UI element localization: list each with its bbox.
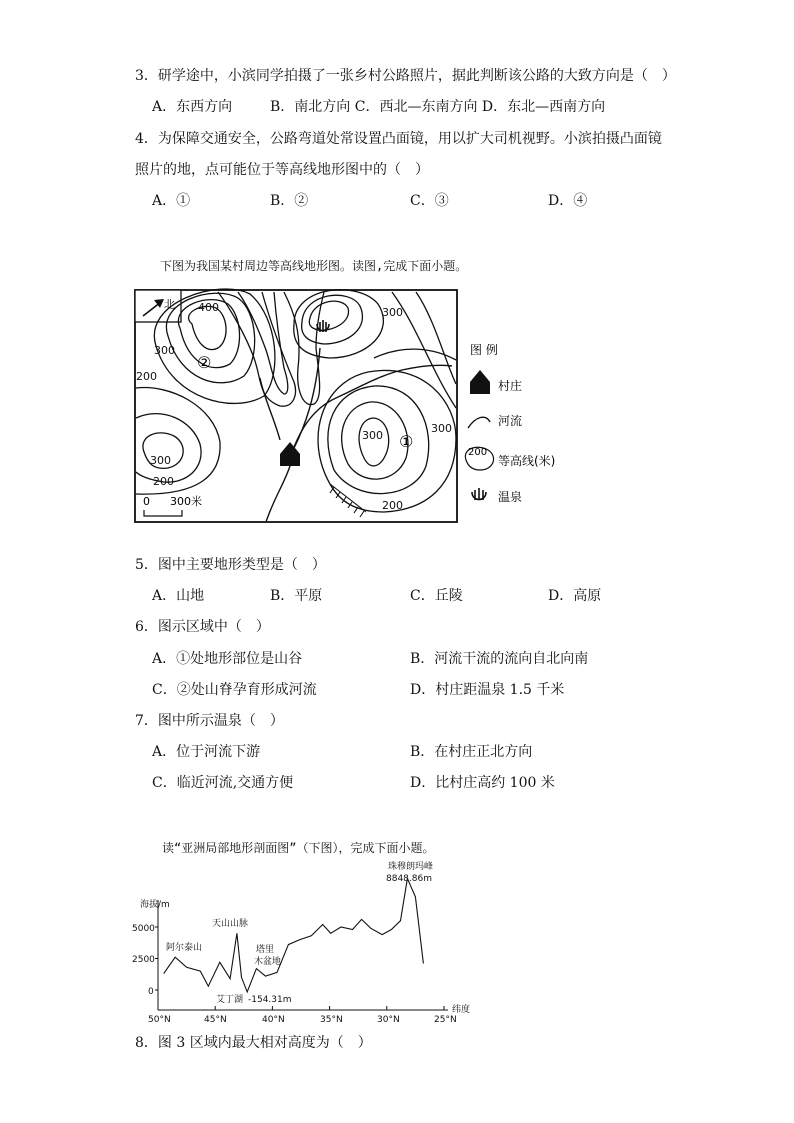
contour-label: 200 xyxy=(136,370,157,383)
q7-stem: 7．图中所示温泉（ ） xyxy=(135,713,284,729)
profile-xtick: 25°N xyxy=(434,1015,457,1025)
legend-contour-label: 等高线(米) xyxy=(498,454,556,468)
contour-label: 400 xyxy=(198,301,219,314)
profile-xlabel: 纬度 xyxy=(452,1005,471,1015)
profile-ytick: 5000 xyxy=(132,924,155,934)
legend-river-icon xyxy=(468,417,490,428)
q7-option-b: B．在村庄正北方向 xyxy=(410,744,533,760)
label-aiding: 艾丁湖 xyxy=(216,995,244,1005)
label-everest-height: 8848.86m xyxy=(386,874,432,884)
q4-stem-line2: 照片的地，点可能位于等高线地形图中的（ ） xyxy=(135,162,429,178)
contour-label: 200 xyxy=(153,475,174,488)
q6-option-c: C．②处山脊孕育形成河流 xyxy=(152,682,317,698)
q8-stem: 8．图 3 区域内最大相对高度为（ ） xyxy=(135,1035,372,1051)
legend-title: 图 例 xyxy=(470,343,498,357)
legend-village-icon xyxy=(470,370,490,394)
profile-intro: 读“亚洲局部地形剖面图”（下图），完成下面小题。 xyxy=(162,841,435,855)
q4-option-b: B．② xyxy=(270,193,309,209)
q6-option-d: D．村庄距温泉 1.5 千米 xyxy=(410,682,565,698)
scale-label: 300米 xyxy=(170,495,202,508)
q4-option-a: A．① xyxy=(152,193,191,209)
q4-option-d: D．④ xyxy=(548,193,588,209)
label-everest-name: 珠穆朗玛峰 xyxy=(388,862,434,872)
legend-contour-sample: 200 xyxy=(468,447,488,458)
profile-line xyxy=(164,879,424,992)
terrain-profile-figure xyxy=(130,855,480,1025)
contour-label: 300 xyxy=(382,306,403,319)
label-tarim-2: 木盆地 xyxy=(254,957,282,967)
q6-option-a: A．①处地形部位是山谷 xyxy=(152,651,303,667)
label-altai: 阿尔泰山 xyxy=(166,943,203,953)
q4-stem-line1: 4．为保障交通安全，公路弯道处常设置凸面镜，用以扩大司机视野。小滨拍摄凸面镜 xyxy=(135,131,662,147)
legend-village-label: 村庄 xyxy=(498,379,523,393)
contour-label: 200 xyxy=(382,499,403,512)
q5-option-c: C．丘陵 xyxy=(410,588,463,604)
scale-zero: 0 xyxy=(143,495,150,508)
q7-option-a: A．位于河流下游 xyxy=(152,744,261,760)
label-tianshan: 天山山脉 xyxy=(212,919,249,929)
contour-map-figure xyxy=(134,288,556,526)
q5-stem: 5．图中主要地形类型是（ ） xyxy=(135,557,326,573)
profile-axes xyxy=(155,900,448,1010)
profile-ytick: 0 xyxy=(148,987,154,997)
contour-label: 300 xyxy=(362,429,383,442)
north-label: 北 xyxy=(164,298,175,311)
legend-spring-icon xyxy=(472,488,486,500)
contour-label: 300 xyxy=(431,422,452,435)
profile-xtick: 50°N xyxy=(148,1015,171,1025)
q4-option-c: C．③ xyxy=(410,193,449,209)
q5-option-a: A．山地 xyxy=(152,588,205,604)
spot-label-1: ① xyxy=(399,432,414,451)
q6-stem: 6．图示区域中（ ） xyxy=(135,619,270,635)
contour-map-intro: 下图为我国某村周边等高线地形图。读图,完成下面小题。 xyxy=(160,259,468,273)
label-tarim-1: 塔里 xyxy=(256,945,275,955)
q3-stem: 3．研学途中，小滨同学拍摄了一张乡村公路照片，据此判断该公路的大致方向是（ ） xyxy=(135,68,676,84)
q3-option-a: A．东西方向 xyxy=(152,99,233,115)
profile-ylabel: 海拔/m xyxy=(140,900,170,910)
profile-xtick: 45°N xyxy=(204,1015,227,1025)
q7-option-d: D．比村庄高约 100 米 xyxy=(410,775,555,791)
legend-spring-label: 温泉 xyxy=(498,490,523,504)
q5-option-d: D．高原 xyxy=(548,588,602,604)
profile-xtick: 40°N xyxy=(262,1015,285,1025)
q5-option-b: B．平原 xyxy=(270,588,323,604)
profile-xtick: 30°N xyxy=(377,1015,400,1025)
q3-option-bcd: B．南北方向 C．西北—东南方向 D．东北—西南方向 xyxy=(270,99,606,115)
legend-river-label: 河流 xyxy=(498,414,523,428)
contour-label: 300 xyxy=(150,454,171,467)
contour-label: 300 xyxy=(154,344,175,357)
q7-option-c: C．临近河流,交通方便 xyxy=(152,775,294,791)
profile-ytick: 2500 xyxy=(132,955,155,965)
profile-xtick: 35°N xyxy=(320,1015,343,1025)
q6-option-b: B．河流干流的流向自北向南 xyxy=(410,651,589,667)
label-aiding-depth: -154.31m xyxy=(248,995,292,1005)
spot-label-2: ② xyxy=(197,353,212,372)
